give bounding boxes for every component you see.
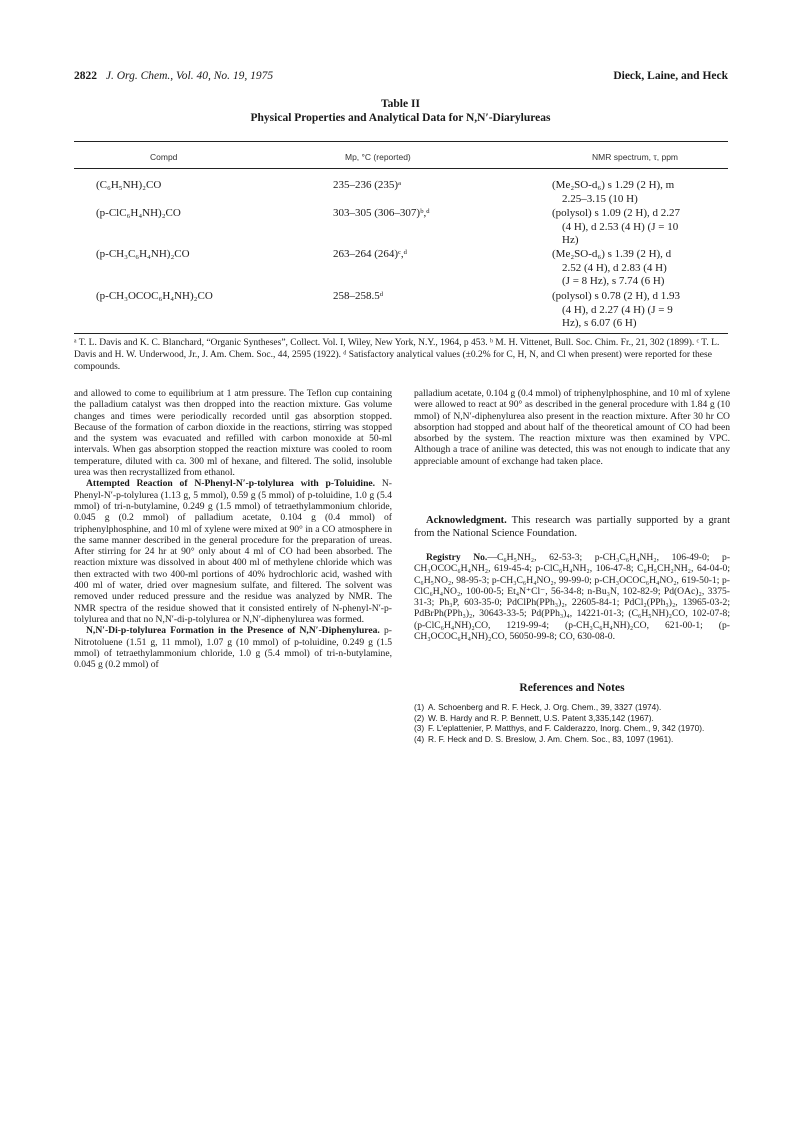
table-header-rule [74, 168, 728, 169]
nmr-line: (polysol) s 0.78 (2 H), d 1.93 [552, 290, 681, 302]
row2-mp: 303–305 (306–307)ᵇ,ᵈ [333, 207, 430, 219]
row4-nmr [552, 290, 730, 331]
reference-number: (3) [414, 723, 425, 733]
table-title: Physical Properties and Analytical Data for N,N′-Diarylureas [250, 112, 551, 124]
nmr-line: Hz) [562, 234, 579, 246]
section-heading: Attempted Reaction of N-Phenyl-N′-p-tolylurea with p-Toluidine. [86, 478, 376, 490]
right-column-top [414, 388, 730, 467]
nmr-line: (4 H), d 2.53 (4 H) (J = 10 [562, 220, 679, 233]
acknowledgment [414, 514, 730, 540]
acknowledgment-heading: Acknowledgment. [426, 515, 507, 526]
acknowledgment-body: This research was partially supported by a grant from the National Science Foundation. [414, 515, 731, 539]
paragraph [74, 478, 392, 625]
references-heading: References and Notes [519, 682, 625, 694]
left-column [74, 388, 392, 670]
reference-number: (2) [414, 712, 425, 723]
reference-number: (1) [414, 702, 425, 712]
reference-item [414, 713, 730, 724]
section-heading: N,N′-Di-p-tolylurea Formation in the Presence of N,N′-Diphenylurea. [86, 625, 380, 637]
nmr-line: 2.52 (4 H), d 2.83 (4 H) [562, 261, 667, 274]
row2-nmr [552, 207, 730, 248]
column-header-compound: Compd [150, 152, 178, 162]
paragraph: palladium acetate, 0.104 g (0.4 mmol) of triphenylphosphine, and 10 ml of xylene were allowed to react at 90° as described in the general procedure with 1.84 g (10 mmol) of N,N′-diphenylurea also present in the reaction mixture. After 30 hr CO absorption had stopped and about half of the theoretical amount of CO had been absorbed by the system. The reaction mixture was then examined by VPC. Although a trace of aniline was detected, this was not enough to indicate that any appreciable amount of exchange had taken place. [414, 388, 730, 467]
nmr-line: 2.25–3.15 (10 H) [562, 192, 638, 205]
row4-compound: (p-CH₃OCOC₆H₄NH)₂CO [96, 290, 213, 302]
reference-text: F. L'eplattenier, P. Matthys, and F. Calderazzo, Inorg. Chem., 9, 342 (1970). [428, 723, 705, 733]
row1-compound: (C₆H₅NH)₂CO [96, 179, 162, 191]
author-names: Dieck, Laine, and Heck [613, 70, 728, 82]
registry-body: —C₆H₅NH₂, 62-53-3; p-CH₃C₆H₄NH₂, 106-49-0; p-CH₃OCOC₆H₄NH₂, 619-45-4; p-ClC₆H₄NH₂, 106-47-8; C₆H₅CH₂NH₂, 64-04-0; C₆H₅NO₂, 98-95-3; p-CH₃C₆H₄NO₂, 99-99-0; p-CH₃OCOC₆H₄NO₂, 619-50-1; p-ClC₆H₄NO₂, 100-00-5; Et₄N⁺Cl⁻, 56-34-8; n-Bu₃N, 102-82-9; Pd(OAc)₂, 3375-31-3; Ph₃P, 603-35-0; PdClPh(PPh₃)₂, 22605-84-1; PdCl₂(PPh₃)₂, 13965-03-2; PdBrPh(PPh₃)₂, 30643-33-5; Pd(PPh₃)₄, 14221-01-3; (C₆H₅NH)₂CO, 102-07-8; (p-ClC₆H₄NH)₂CO, 1219-99-4; (p-CH₃C₆H₄NH)₂CO, 621-00-1; (p-CH₃OCOC₆H₄NH)₂CO, 56050-99-8; CO, 630-08-0. [414, 552, 731, 643]
nmr-line: (Me₂SO-d₆) s 1.39 (2 H), d [552, 248, 672, 260]
nmr-line: (Me₂SO-d₆) s 1.29 (2 H), m [552, 179, 675, 191]
reference-item [414, 702, 730, 713]
row1-nmr [552, 179, 730, 206]
row3-compound: (p-CH₃C₆H₄NH)₂CO [96, 248, 190, 260]
table-footnotes: ᵃ T. L. Davis and K. C. Blanchard, “Organic Syntheses”, Collect. Vol. I, Wiley, New York, N.Y., 1964, p 453. ᵇ M. H. Vittenet, Bull. Soc. Chim. Fr., 21, 302 (1899). ᶜ T. L. Davis and H. W. Underwood, Jr., J. Am. Chem. Soc., 44, 2595 (1922). ᵈ Satisfactory analytical values (±0.2% for C, H, N, and Cl when present) were reported for these compounds. [74, 338, 720, 372]
registry-numbers [414, 552, 730, 642]
reference-text: A. Schoenberg and R. F. Heck, J. Org. Chem., 39, 3327 (1974). [428, 702, 662, 712]
row4-mp: 258–258.5ᵈ [333, 290, 384, 302]
table-label: Table II [381, 98, 420, 110]
row2-compound: (p-ClC₆H₄NH)₂CO [96, 207, 181, 219]
reference-list [414, 702, 730, 744]
reference-text: R. F. Heck and D. S. Breslow, J. Am. Chem. Soc., 83, 1097 (1961). [428, 733, 674, 744]
reference-item [414, 734, 730, 745]
journal-citation: J. Org. Chem., Vol. 40, No. 19, 1975 [105, 70, 274, 82]
row3-mp: 263–264 (264)ᶜ,ᵈ [333, 248, 408, 260]
paragraph [74, 625, 392, 670]
paragraph: and allowed to come to equilibrium at 1 atm pressure. The Teflon cup containing the palladium catalyst was then dropped into the reaction mixture. Gas volume changes and times were periodically recorded until gas absorption stopped. Because of the formation of carbon dioxide in the reactions, stirring was stopped and the system was evacuated and refilled with carbon monoxide at 50-ml intervals. When gas absorption stopped the reaction mixture was cooled to room temperature, diluted with ca. 300 ml of hexane, and filtered. The solid, insoluble urea was then recrystallized from ethanol. [74, 388, 392, 479]
section-body: N-Phenyl-N′-p-tolylurea (1.13 g, 5 mmol), 0.59 g (5 mmol) of p-toluidine, 1.0 g (5.4 mmol) of tri-n-butylamine, 0.249 g (1.5 mmol) of tetraethylammonium chloride, 0.045 g (0.2 mmol) of palladium acetate, 0.104 g (0.4 mmol) of triphenylphosphine, and 10 ml of xylene were mixed at 90° in a CO atmosphere in the same manner described in the general procedure for the preparation of ureas. After stirring for 24 hr at 90° only about 4 ml of CO had been absorbed. The reaction mixture was dissolved in about 400 ml of methylene chloride which was then extracted with two 400-ml portions of 40% hydrochloric acid, washed with 400 ml of water, dried over magnesium sulfate, and filtered. The solvent was removed under reduced pressure and the residue was analyzed by NMR. The NMR spectra of the residue showed that it consisted entirely of N-phenyl-N′-p-tolylurea and that no N,N′-di-p-tolylurea or N,N′-diphenylurea was formed. [74, 478, 392, 625]
table-top-rule [74, 141, 728, 142]
row1-mp: 235–236 (235)ᵃ [333, 179, 402, 191]
reference-text: W. B. Hardy and R. P. Bennett, U.S. Patent 3,335,142 (1967). [428, 712, 654, 723]
row3-nmr [552, 248, 730, 289]
nmr-line: (J = 8 Hz), s 7.74 (6 H) [562, 275, 665, 287]
reference-item [414, 723, 730, 734]
nmr-line: (polysol) s 1.09 (2 H), d 2.27 [552, 207, 681, 219]
table-bottom-rule [74, 333, 728, 334]
running-header [74, 70, 728, 86]
column-header-nmr: NMR spectrum, τ, ppm [592, 152, 679, 162]
column-header-mp: Mp, °C (reported) [345, 152, 411, 162]
registry-heading: Registry No. [426, 552, 488, 563]
nmr-line: (4 H), d 2.27 (4 H) (J = 9 [562, 303, 673, 316]
page-number: 2822 [74, 70, 97, 82]
reference-number: (4) [414, 733, 425, 744]
section-body: p-Nitrotoluene (1.51 g, 11 mmol), 1.07 g (10 mmol) of p-toluidine, 0.249 g (1.5 mmol) of tetraethylammonium chloride, 1.0 g (5.4 mmol) of tri-n-butylamine, 0.045 g (0.2 mmol) of [74, 625, 392, 671]
nmr-line: Hz), s 6.07 (6 H) [562, 317, 637, 329]
